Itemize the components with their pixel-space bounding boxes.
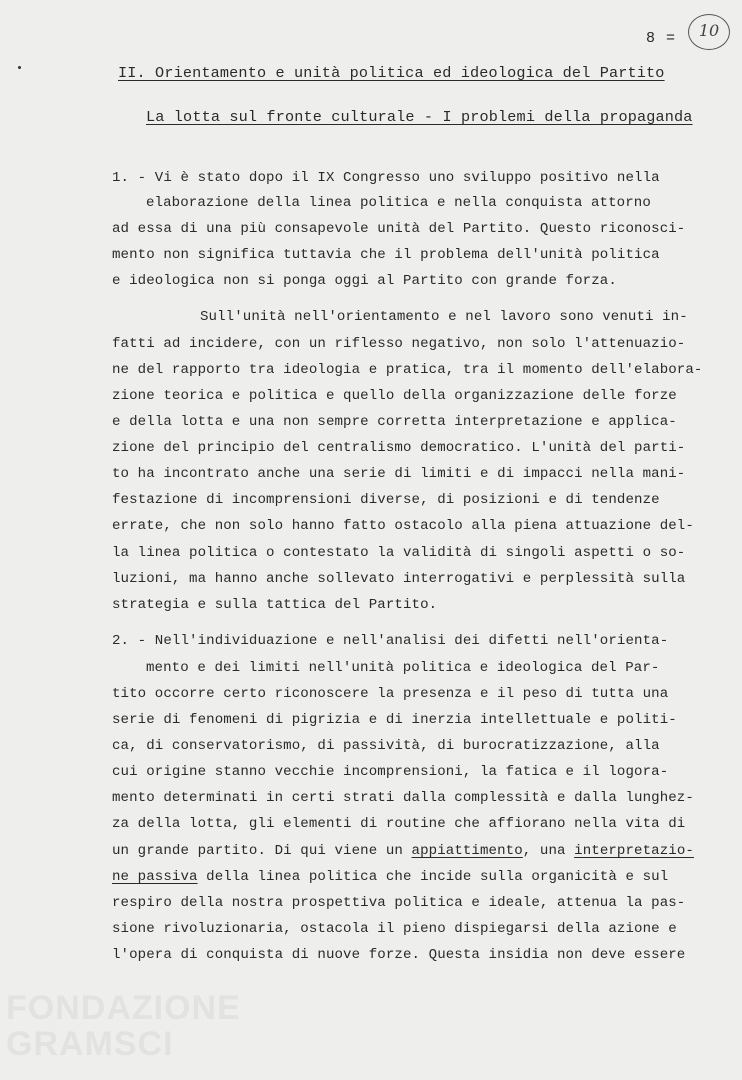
text-line: Sull'unità nell'orientamento e nel lavoro sono venuti in- xyxy=(200,309,688,325)
text-line: festazione di incomprensioni diverse, di posizioni e di tendenze xyxy=(112,492,660,508)
text-line: 2. - Nell'individuazione e nell'analisi dei difetti nell'orienta- xyxy=(112,633,669,649)
text-line: za della lotta, gli elementi di routine che affiorano nella vita di xyxy=(112,816,686,832)
text-line: cui origine stanno vecchie incomprensioni, la fatica e il logora- xyxy=(112,764,669,780)
text-line: sione rivoluzionaria, ostacola il pieno dispiegarsi della azione e xyxy=(112,921,677,937)
text-line: to ha incontrato anche una serie di limiti e di impacci nella mani- xyxy=(112,466,686,482)
text-line: errate, che non solo hanno fatto ostacolo alla piena attuazione del- xyxy=(112,518,694,534)
text-line: strategia e sulla tattica del Partito. xyxy=(112,597,438,613)
section-title: II. Orientamento e unità politica ed ideologica del Partito xyxy=(118,64,665,82)
text-line: e ideologica non si ponga oggi al Partito con grande forza. xyxy=(112,273,617,289)
text-line: serie di fenomeni di pigrizia e di inerzia intellettuale e politi- xyxy=(112,712,677,728)
text-line: un grande partito. Di qui viene un appiattimento, una interpretazio- xyxy=(112,843,694,859)
text-line: ne passiva della linea politica che incide sulla organicità e sul xyxy=(112,869,669,885)
text-line: mento e dei limiti nell'unità politica e ideologica del Par- xyxy=(146,660,660,676)
watermark-logo: FONDAZIONE GRAMSCI xyxy=(6,989,241,1063)
text-line: ca, di conservatorismo, di passività, di burocratizzazione, alla xyxy=(112,738,660,754)
text-line: mento determinati in certi strati dalla complessità e dalla lunghez- xyxy=(112,790,694,806)
text-line: respiro della nostra prospettiva politica e ideale, attenua la pas- xyxy=(112,895,686,911)
text-line: 1. - Vi è stato dopo il IX Congresso uno sviluppo positivo nella xyxy=(112,170,660,186)
text-line: mento non significa tuttavia che il problema dell'unità politica xyxy=(112,247,660,263)
text-line: zione del principio del centralismo democratico. L'unità del parti- xyxy=(112,440,686,456)
text-line: elaborazione della linea politica e nella conquista attorno xyxy=(146,195,651,211)
text-line: l'opera di conquista di nuove forze. Questa insidia non deve essere xyxy=(112,947,686,963)
text-line: zione teorica e politica e quello della organizzazione delle forze xyxy=(112,388,677,404)
text-line: tito occorre certo riconoscere la presenza e il peso di tutta una xyxy=(112,686,669,702)
text-line: fatti ad incidere, con un riflesso negativo, non solo l'attenuazio- xyxy=(112,336,686,352)
text-line: e della lotta e una non sempre corretta interpretazione e applica- xyxy=(112,414,677,430)
section-subtitle: La lotta sul fronte culturale - I problemi della propaganda xyxy=(146,108,693,126)
text-line: ad essa di una più consapevole unità del Partito. Questo riconosci- xyxy=(112,221,686,237)
text-line: ne del rapporto tra ideologia e pratica, tra il momento dell'elabora- xyxy=(112,362,703,378)
text-line: la linea politica o contestato la validità di singoli aspetti o so- xyxy=(112,545,686,561)
text-line: luzioni, ma hanno anche sollevato interrogativi e perplessità sulla xyxy=(112,571,686,587)
page-number: 8 = xyxy=(646,30,677,47)
handwritten-page-number: 10 xyxy=(688,14,730,50)
ink-dot xyxy=(18,66,21,69)
